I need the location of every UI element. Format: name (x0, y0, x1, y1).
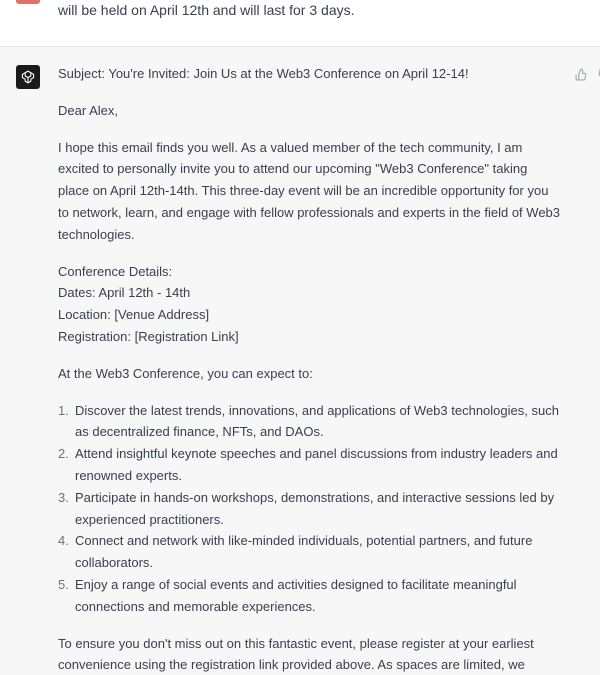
list-item-text: Participate in hands-on workshops, demonstrations, and interactive sessions led by experienced practitioners. (75, 489, 555, 527)
list-item-number: 3. (58, 489, 69, 505)
list-item (58, 400, 560, 444)
details-heading: Conference Details: (58, 263, 173, 279)
list-item-text: Attend insightful keynote speeches and panel discussions from industry leaders and renowned experts. (75, 446, 558, 483)
thumbs-down-icon[interactable] (596, 67, 600, 81)
list-item (58, 487, 560, 531)
list-item-text: Enjoy a range of social events and activities designed to facilitate meaningful connections and memorable experiences. (75, 576, 517, 614)
details-registration: Registration: [Registration Link] (58, 328, 239, 344)
email-subject: Subject: You're Invited: Join Us at the Web3 Conference on April 12-14! (58, 66, 469, 81)
email-intro: I hope this email finds you well. As a valued member of the tech community, I am excited to personally invite you to attend our upcoming "Web3 Conference" taking place on April 12th-14th. This three-day event will be an incredible opportunity for you to network, learn, and engage with fellow professionals and experts in the field of Web3 technologies. (58, 139, 561, 242)
list-item (58, 530, 560, 574)
user-message-text: will be held on April 12th and will last for 3 days. (58, 2, 355, 18)
email-greeting: Dear Alex, (58, 102, 118, 118)
assistant-message (0, 47, 600, 675)
list-item-number: 2. (58, 446, 69, 462)
list-item-number: 5. (58, 576, 69, 592)
user-message (0, 0, 600, 47)
email-closing: To ensure you don't miss out on this fantastic event, please register at your earliest convenience using the registration link provided above. As spaces are limited, we (58, 635, 534, 673)
details-location: Location: [Venue Address] (58, 307, 210, 323)
list-item (58, 443, 560, 487)
list-item (58, 574, 560, 618)
details-dates: Dates: April 12th - 14th (58, 285, 191, 301)
expect-list (58, 400, 560, 618)
user-avatar (16, 0, 40, 4)
feedback-buttons (574, 67, 600, 81)
assistant-message-content (58, 63, 560, 675)
openai-logo-icon (16, 65, 40, 89)
expect-intro: At the Web3 Conference, you can expect to: (58, 365, 313, 381)
list-item-number: 4. (58, 533, 69, 549)
conference-details (58, 261, 560, 348)
list-item-text: Connect and network with like-minded individuals, potential partners, and future collaborators. (75, 533, 533, 571)
list-item-text: Discover the latest trends, innovations, and applications of Web3 technologies, such as decentralized finance, NFTs, and DAOs. (75, 402, 559, 440)
list-item-number: 1. (58, 402, 69, 418)
thumbs-up-icon[interactable] (574, 67, 588, 81)
